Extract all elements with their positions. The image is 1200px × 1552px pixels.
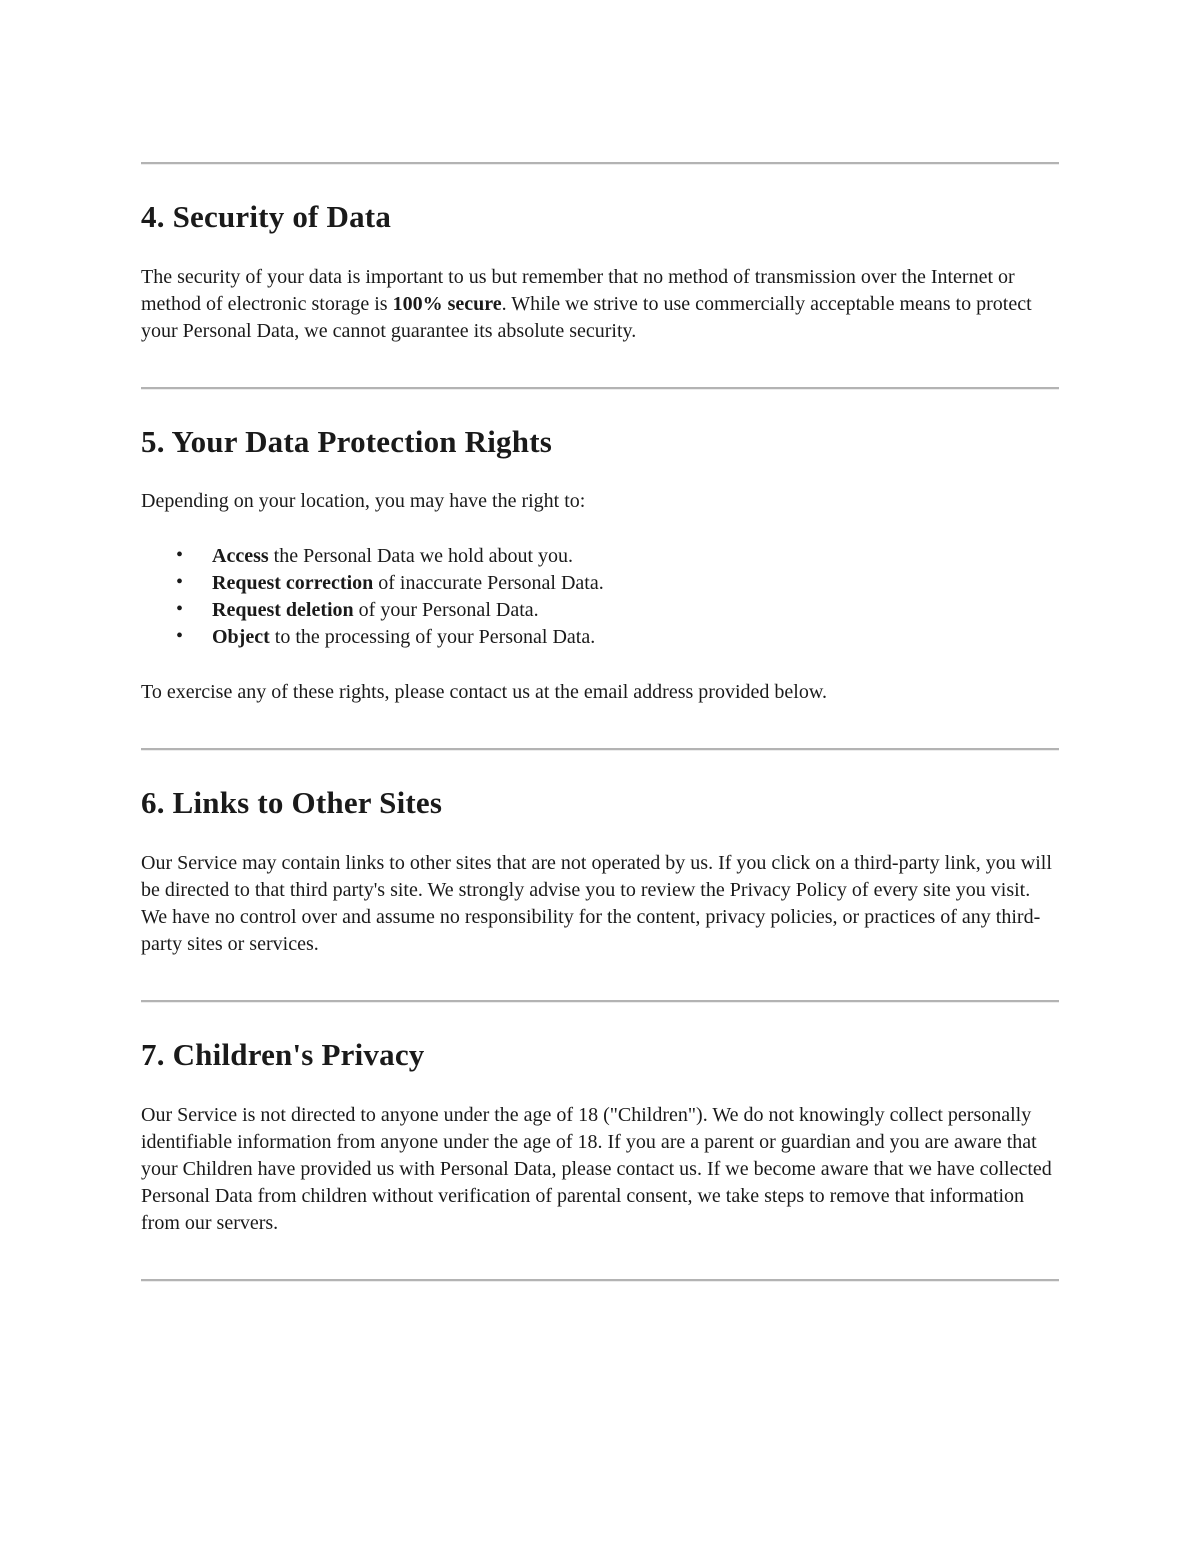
list-item-access [212,543,1059,570]
list-item-request-deletion-rest: of your Personal Data. [353,599,539,622]
rights-intro-paragraph: Depending on your location, you may have the right to: [141,490,586,513]
list-item-access-rest: the Personal Data we hold about you. [268,545,574,568]
section-divider [141,387,1059,390]
list-item-request-correction-rest: of inaccurate Personal Data. [373,572,604,595]
list-item-object-bold: Object [212,626,270,649]
security-paragraph [141,264,1059,345]
list-item-request-correction [212,570,1059,597]
section-divider [141,748,1059,751]
section-links-to-other-sites [141,785,1059,1000]
security-paragraph-text-after: . While we strive to use commercially acceptable means to protect your Personal Data, we cannot guarantee its absolute security. [141,292,1032,342]
rights-list [141,543,1059,651]
list-item-object-rest: to the processing of your Personal Data. [269,626,596,649]
list-item-request-deletion-bold: Request deletion [212,599,354,622]
section-divider [141,162,1059,165]
section-data-protection-rights [141,424,1059,749]
security-paragraph-bold-phrase: 100% secure [392,292,502,315]
list-item-request-deletion [212,597,1059,624]
section-title-security-of-data: 4. Security of Data [141,199,392,234]
document-page [141,0,1059,1482]
list-item-request-correction-bold: Request correction [212,572,374,595]
section-divider [141,1279,1059,1282]
section-divider [141,1000,1059,1003]
list-item-access-bold: Access [212,545,269,568]
section-title-data-protection-rights: 5. Your Data Protection Rights [141,423,552,459]
rights-outro-paragraph: To exercise any of these rights, please contact us at the email address provided below. [141,681,827,704]
section-security-of-data [141,199,1059,387]
security-paragraph-text: The security of your data is important to us but remember that no method of transmission over the Internet or method of electronic storage is [141,265,1015,315]
links-paragraph: Our Service may contain links to other sites that are not operated by us. If you click on a third-party link, you will be directed to that third party's site. We strongly advise you to review the Privacy Policy of every site you visit. We have no control over and assume no responsibility for the content, privacy policies, or practices of any third-party sites or services. [141,851,1052,955]
section-title-childrens-privacy: 7. Children's Privacy [141,1036,425,1072]
section-childrens-privacy [141,1037,1059,1279]
section-title-links-to-other-sites: 6. Links to Other Sites [141,785,443,821]
childrens-privacy-paragraph: Our Service is not directed to anyone under the age of 18 ("Children"). We do not knowingly collect personally identifiable information from anyone under the age of 18. If you are a parent or guardian and you are aware that your Children have provided us with Personal Data, please contact us. If we become aware that we have collected Personal Data from children without verification of parental consent, we take steps to remove that information from our servers. [141,1103,1052,1234]
list-item-object [212,624,1059,651]
